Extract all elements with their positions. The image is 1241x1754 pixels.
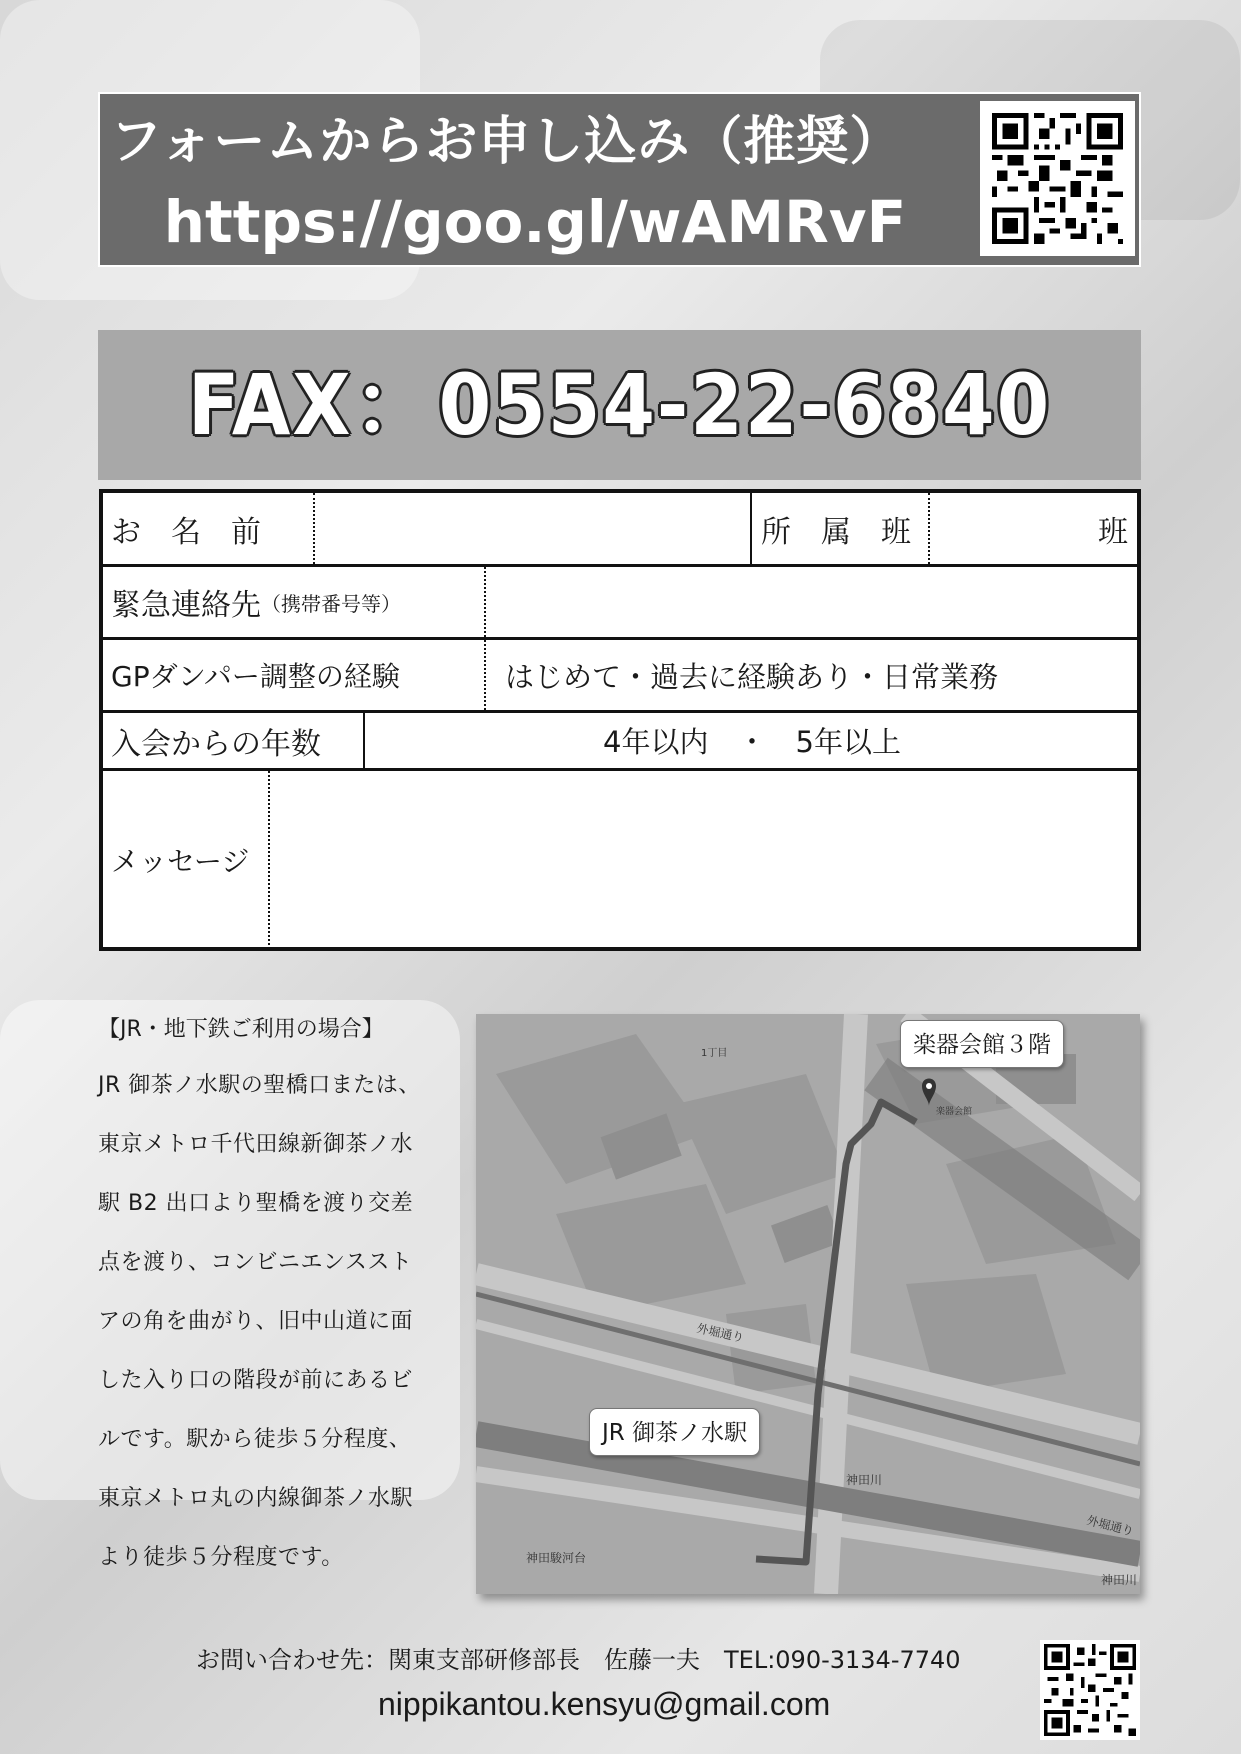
destination-callout: 楽器会館３階: [900, 1020, 1064, 1068]
map-label: 外堀通り: [1085, 1513, 1136, 1539]
years-label: 入会からの年数: [111, 726, 321, 762]
form-row-name: [103, 493, 1137, 567]
form-url-link[interactable]: https://goo.gl/wAMRvF: [163, 188, 907, 256]
access-line: JR 御茶ノ水駅の聖橋口または、: [98, 1073, 421, 1098]
map-label: 神田駿河台: [526, 1551, 587, 1565]
qr-code-icon: [980, 101, 1135, 256]
message-field[interactable]: [270, 771, 1138, 949]
emergency-field[interactable]: [486, 567, 1136, 637]
fax-banner: [98, 330, 1141, 480]
form-row-years: [103, 713, 1137, 771]
access-directions: [98, 1010, 458, 1587]
form-row-emergency: [103, 567, 1137, 640]
divider: [484, 640, 486, 710]
team-label: 所 属 班: [761, 514, 911, 550]
experience-label: GPダンパー調整の経験: [111, 660, 400, 693]
access-line: 東京メトロ丸の内線御茶ノ水駅: [98, 1486, 414, 1511]
emergency-label-text: 緊急連絡先: [111, 588, 261, 623]
form-banner: [98, 92, 1141, 267]
form-title: フォームからお申し込み（推奨）: [110, 112, 903, 172]
access-line: アの角を曲がり、旧中山道に面: [98, 1309, 414, 1334]
map-label: 外堀通り: [695, 1321, 746, 1345]
qr-code-icon: [1040, 1640, 1140, 1740]
emergency-note: （携帯番号等）: [261, 591, 401, 616]
map-graphic: [476, 1014, 1140, 1594]
station-callout: JR 御茶ノ水駅: [589, 1408, 760, 1456]
access-line: した入り口の階段が前にあるビ: [98, 1368, 414, 1393]
access-line: より徒歩５分程度です。: [98, 1545, 344, 1570]
access-line: 駅 B2 出口より聖橋を渡り交差: [98, 1191, 414, 1216]
divider: [750, 493, 752, 564]
form-row-message: [103, 771, 1137, 949]
contact-info: お問い合わせ先：関東支部研修部長 佐藤一夫 TEL:090-3134-7740: [196, 1646, 961, 1674]
fax-number: FAX：0554-22-6840: [187, 356, 1052, 454]
map-label: 神田川: [846, 1473, 883, 1487]
form-row-experience: [103, 640, 1137, 713]
access-line: 点を渡り、コンビニエンススト: [98, 1250, 413, 1275]
access-line: ルです。駅から徒歩５分程度、: [98, 1427, 412, 1452]
message-label: メッセージ: [111, 845, 250, 878]
map-label: 1丁目: [701, 1048, 728, 1059]
emergency-label: [111, 567, 481, 637]
experience-options[interactable]: はじめて・過去に経験あり・日常業務: [505, 659, 999, 694]
access-map[interactable]: [476, 1014, 1140, 1594]
contact-email-link[interactable]: nippikantou.kensyu@gmail.com: [378, 1686, 831, 1722]
years-options[interactable]: 4年以内 ・ 5年以上: [603, 725, 901, 759]
access-heading: 【JR・地下鉄ご利用の場合】: [98, 1017, 384, 1042]
access-line: 東京メトロ千代田線新御茶ノ水: [98, 1132, 414, 1157]
team-field[interactable]: [930, 493, 1100, 564]
map-label: 楽器会館: [936, 1107, 973, 1117]
map-label: 神田川: [1101, 1573, 1138, 1587]
entry-form: [99, 489, 1141, 951]
name-label: お 名 前: [111, 514, 261, 550]
team-suffix: 班: [1098, 514, 1128, 550]
